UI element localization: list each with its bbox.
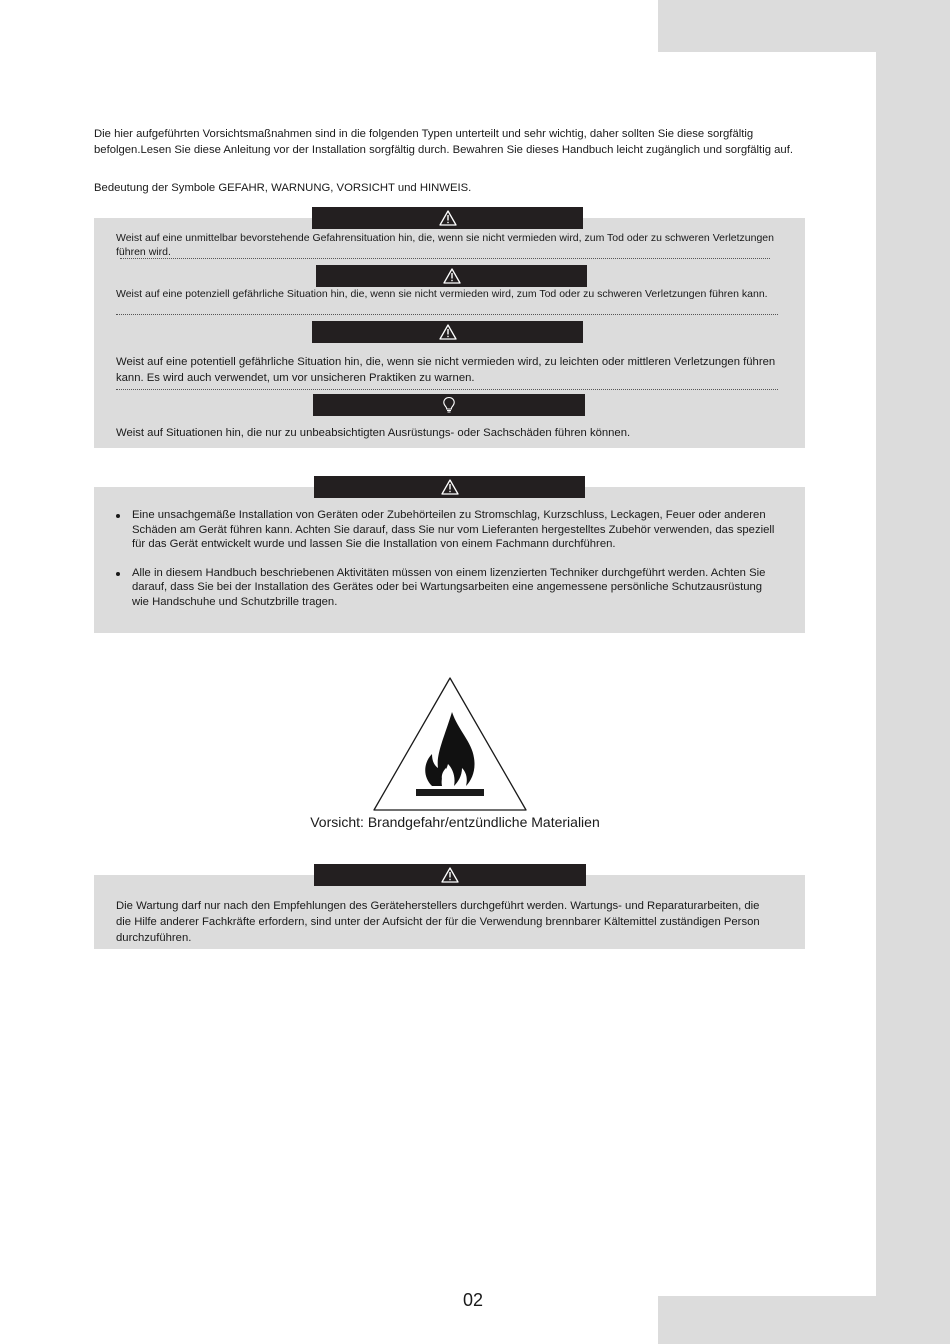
intro-paragraph: Die hier aufgeführten Vorsichtsmaßnahmen sind in die folgenden Typen unterteilt und sehr wichtig, daher sollten Sie diese sorgfältig befolgen.Lesen Sie diese Anleitung vor der Installation sorgfältig durch. Bewahren Sie dieses Handbuch leicht zugänglich und sorgfältig auf. xyxy=(94,128,793,156)
warning-list xyxy=(116,508,776,623)
caution-description: Weist auf eine potentiell gefährliche Situation hin, die, wenn sie nicht vermieden wird, zu leichten oder mittleren Verletzungen führen kann. Es wird auch verwendet, um vor unsicheren Praktiken zu warnen. xyxy=(116,356,776,384)
warning-triangle-icon xyxy=(439,210,457,226)
list-item: Alle in diesem Handbuch beschriebenen Aktivitäten müssen von einem lizenzierten Techniker durchgeführt werden. Achten Sie darauf, dass Sie bei der Installation des Gerätes oder bei Wartungsarbeiten eine angemessene persönliche Schutzausrüstung wie Handschuhe und Schutzbrille tragen. xyxy=(116,566,776,610)
danger-description: Weist auf eine unmittelbar bevorstehende Gefahrensituation hin, die, wenn sie nicht vermieden wird, zum Tod oder zu schweren Verletzungen führen wird. xyxy=(116,232,774,258)
lightbulb-icon xyxy=(442,396,456,414)
service-panel-header-bar xyxy=(314,864,586,886)
separator xyxy=(120,258,770,259)
note-description: Weist auf Situationen hin, die nur zu unbeabsichtigten Ausrüstungs- oder Sachschäden führen können. xyxy=(116,427,631,439)
warning-triangle-icon xyxy=(443,268,461,284)
fire-warning-caption: Vorsicht: Brandgefahr/entzündliche Materialien xyxy=(310,814,600,830)
page-number: 02 xyxy=(462,1290,484,1310)
separator xyxy=(116,314,778,315)
warning-panel-header-bar xyxy=(314,476,585,498)
symbols-line: Bedeutung der Symbole GEFAHR, WARNUNG, VORSICHT und HINWEIS. xyxy=(94,182,472,194)
note-header-bar xyxy=(313,394,585,416)
separator xyxy=(116,389,778,390)
warning-triangle-icon xyxy=(441,867,459,883)
flammable-fire-icon xyxy=(372,676,528,812)
caution-header-bar xyxy=(312,321,583,343)
danger-header-bar xyxy=(312,207,583,229)
warning-header-bar xyxy=(316,265,587,287)
warning-triangle-icon xyxy=(439,324,457,340)
service-description: Die Wartung darf nur nach den Empfehlungen des Geräteherstellers durchgeführt werden. Wartungs- und Reparaturarbeiten, die die Hilfe anderer Fachkräfte erfordern, sind unter der Aufsicht der für die Verwendung brennbarer Kältemittel zuständigen Person durchzuführen. xyxy=(116,900,760,944)
page-tab-right xyxy=(876,0,950,1344)
warning-description: Weist auf eine potenziell gefährliche Situation hin, die, wenn sie nicht vermieden wird, zum Tod oder zu schweren Verletzungen führen kann. xyxy=(116,288,768,300)
warning-triangle-icon xyxy=(441,479,459,495)
list-item: Eine unsachgemäße Installation von Geräten oder Zubehörteilen zu Stromschlag, Kurzschluss, Leckagen, Feuer oder anderen Schäden am Gerät führen kann. Achten Sie darauf, dass Sie nur vom Lieferanten hergestelltes Zubehör verwenden, das speziell für das Gerät entwickelt wurde und lassen Sie die Installation von einem Fachmann durchführen. xyxy=(116,508,776,552)
